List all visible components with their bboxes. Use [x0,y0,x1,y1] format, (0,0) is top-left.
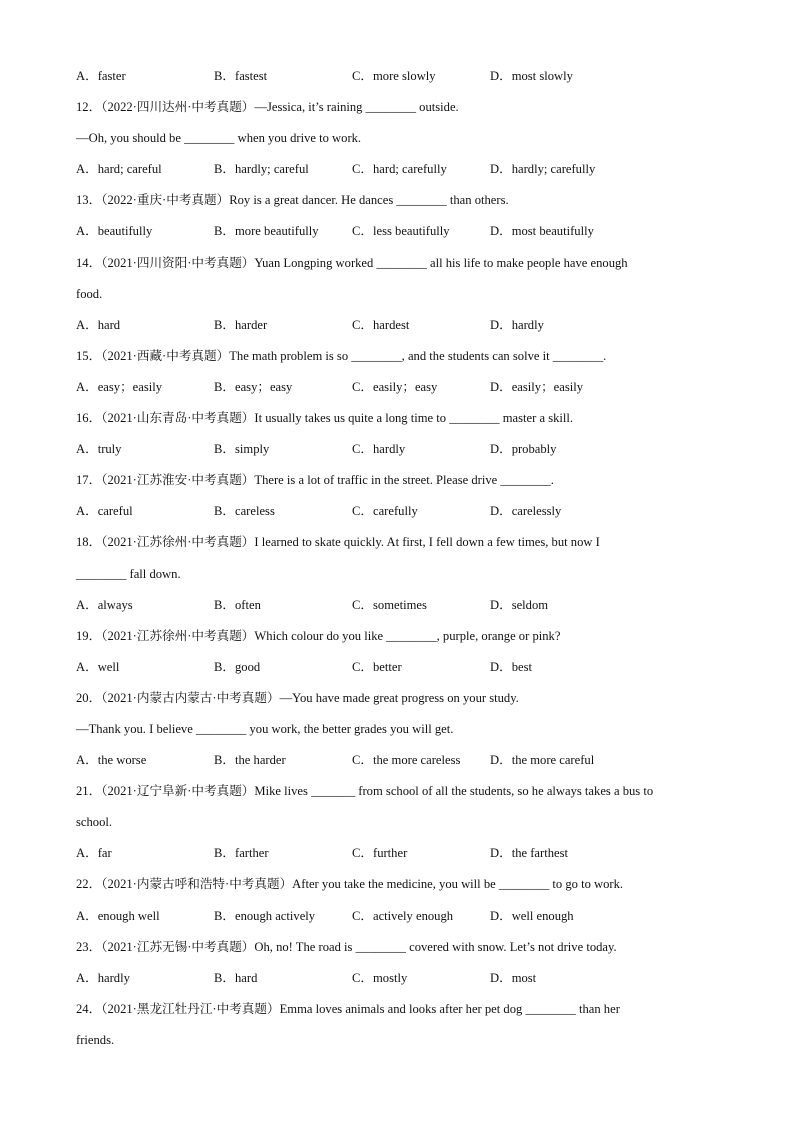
option-d: D．most slowly [490,69,573,83]
option-a: A．hard [76,317,121,332]
option-d: D．easily；easily [490,379,584,394]
options-row-q11 [76,61,726,92]
option-b: B．more beautifully [214,224,319,239]
option-d: D．carelessly [490,504,562,519]
option-b: B．good [214,659,261,674]
option-b: B．careless [214,504,275,519]
question-block [76,621,726,683]
option-c: C．less beautifully [352,224,450,239]
question-stem: 12．（2022·四川达州·中考真题）—Jessica, it’s raining ________ outside. [76,100,459,115]
options-row [76,745,726,776]
option-c: C．actively enough [352,908,454,923]
question-list [76,92,726,1056]
question-block [76,465,726,527]
option-c: C．better [352,659,402,674]
options-row [76,590,726,621]
option-b: B．enough actively [214,908,316,923]
option-a: A．always [76,597,133,612]
question-stem: 18．（2021·江苏徐州·中考真题）I learned to skate quickly. At first, I fell down a few times, but now I [76,535,600,550]
option-c: C．hardly [352,442,406,457]
option-b: B．hardly; careful [214,162,309,177]
option-a: A．far [76,846,112,861]
question-block [76,92,726,185]
options-row [76,901,726,932]
question-stem-continued: ________ fall down. [76,566,181,581]
question-block [76,341,726,403]
question-block [76,932,726,994]
options-row [76,963,726,994]
option-a: A．beautifully [76,224,153,239]
option-d: D．hardly; carefully [490,162,596,177]
question-block [76,994,726,1056]
question-stem: 15．（2021·西藏·中考真题）The math problem is so ________, and the students can solve it ________. [76,348,607,363]
options-row [76,372,726,403]
option-b: B．simply [214,442,270,457]
option-d: D．probably [490,442,557,457]
question-stem: 23．（2021·江苏无锡·中考真题）Oh, no! The road is ________ covered with snow. Let’s not drive today. [76,939,617,954]
option-c: C．further [352,846,408,861]
options-row [76,310,726,341]
option-c: C．more slowly [352,69,436,83]
question-stem-continued: food. [76,286,103,301]
options-row [76,216,726,247]
option-a: A．careful [76,504,133,519]
option-d: D．hardly [490,317,544,332]
option-b: B．farther [214,846,269,861]
option-d: D．most [490,970,537,985]
question-block [76,403,726,465]
option-c: C．hard; carefully [352,162,447,177]
option-a: A．hardly [76,970,130,985]
option-d: D．well enough [490,908,574,923]
options-row [76,154,726,185]
option-b: B．the harder [214,753,286,768]
question-stem: 16．（2021·山东青岛·中考真题）It usually takes us quite a long time to ________ master a skill. [76,411,574,426]
option-c: C．mostly [352,970,408,985]
question-stem-continued: friends. [76,1032,115,1047]
option-c: C．hardest [352,317,410,332]
option-b: B．fastest [214,69,268,83]
question-block [76,527,726,620]
question-stem: 20．（2021·内蒙古内蒙古·中考真题）—You have made great progress on your study. [76,690,519,705]
option-a: A．well [76,659,120,674]
option-d: D．the more careful [490,753,595,768]
question-stem: 17．（2021·江苏淮安·中考真题）There is a lot of traffic in the street. Please drive ________. [76,473,554,488]
option-d: D．the farthest [490,846,568,861]
question-block [76,248,726,341]
option-a: A．enough well [76,908,160,923]
question-stem: 19．（2021·江苏徐州·中考真题）Which colour do you like ________, purple, orange or pink? [76,628,561,643]
option-a: A．the worse [76,753,147,768]
option-b: B．harder [214,317,268,332]
option-a: A．hard; careful [76,162,162,177]
options-row [76,838,726,869]
document-page [76,61,726,1056]
options-row [76,434,726,465]
option-c: C．carefully [352,504,418,519]
option-d: D．most beautifully [490,224,594,239]
option-b: B．hard [214,970,258,985]
question-stem: 24．（2021·黑龙江牡丹江·中考真题）Emma loves animals and looks after her pet dog ________ than her [76,1001,620,1016]
question-stem: 14．（2021·四川资阳·中考真题）Yuan Longping worked ________ all his life to make people have enough [76,255,628,270]
question-block [76,776,726,869]
options-row [76,496,726,527]
option-b: B．easy；easy [214,379,293,394]
option-c: C．easily；easy [352,379,438,394]
question-stem-continued: school. [76,815,113,830]
question-stem: 22．（2021·内蒙古呼和浩特·中考真题）After you take the medicine, you will be ________ to go to work. [76,877,624,892]
question-stem: 13．（2022·重庆·中考真题）Roy is a great dancer. He dances ________ than others. [76,193,509,208]
question-block [76,869,726,931]
option-a: A．easy；easily [76,379,163,394]
option-d: D．best [490,659,532,674]
option-b: B．often [214,597,261,612]
option-c: C．sometimes [352,597,427,612]
option-d: D．seldom [490,597,549,612]
question-stem-continued: —Oh, you should be ________ when you drive to work. [76,131,362,146]
question-block [76,683,726,776]
question-block [76,185,726,247]
option-a: A．truly [76,442,122,457]
option-c: C．the more careless [352,753,461,768]
question-stem: 21．（2021·辽宁阜新·中考真题）Mike lives _______ from school of all the students, so he always takes a bus to [76,784,654,799]
question-stem-continued: —Thank you. I believe ________ you work, the better grades you will get. [76,721,454,736]
option-a: A．faster [76,69,126,83]
options-row [76,652,726,683]
